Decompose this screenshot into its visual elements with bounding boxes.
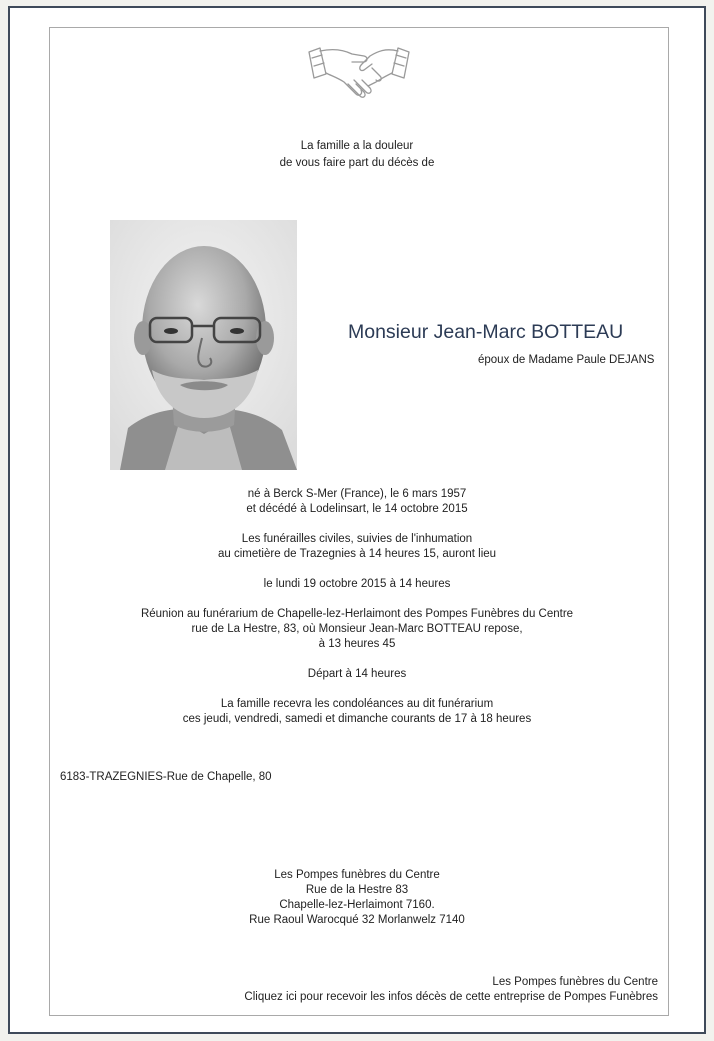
- funeral-home-name: Les Pompes funèbres du Centre: [274, 869, 440, 881]
- deceased-name: Monsieur Jean-Marc BOTTEAU: [348, 321, 624, 343]
- footer-funeral-home: Les Pompes funèbres du Centre: [492, 976, 658, 988]
- funeral-home-street: Rue de la Hestre 83: [305, 884, 409, 896]
- funeral-line-1: Les funérailles civiles, suivies de l'inhumation: [241, 533, 473, 545]
- deceased-spouse: époux de Madame Paule DEJANS: [478, 354, 655, 366]
- intro-line-2: de vous faire part du décès de: [279, 157, 435, 169]
- intro-line-1: La famille a la douleur: [300, 140, 414, 152]
- subscribe-link[interactable]: Cliquez ici pour recevoir les infos décès de cette entreprise de Pompes Funèbres: [244, 991, 658, 1003]
- meeting-line-2: rue de La Hestre, 83, où Monsieur Jean-Marc BOTTEAU repose,: [191, 623, 523, 635]
- home-address: 6183-TRAZEGNIES-Rue de Chapelle, 80: [60, 771, 272, 783]
- funeral-home-city: Chapelle-lez-Herlaimont 7160.: [279, 899, 435, 911]
- footer: [244, 975, 658, 1005]
- handshake-icon: [306, 38, 412, 102]
- meeting-line-3: à 13 heures 45: [318, 638, 396, 650]
- meeting-line-1: Réunion au funérarium de Chapelle-lez-Herlaimont des Pompes Funèbres du Centre: [140, 608, 574, 620]
- birth-line: né à Berck S-Mer (France), le 6 mars 1957: [247, 488, 467, 500]
- death-line: et décédé à Lodelinsart, le 14 octobre 2015: [246, 503, 468, 515]
- portrait-image: [110, 220, 297, 470]
- condolences-line-2: ces jeudi, vendredi, samedi et dimanche courants de 17 à 18 heures: [182, 713, 532, 725]
- departure-line: Départ à 14 heures: [307, 668, 407, 680]
- funeral-home-second-address: Rue Raoul Warocqué 32 Morlanwelz 7140: [249, 914, 465, 926]
- portrait-photo: [110, 220, 297, 470]
- funeral-line-2: au cimetière de Trazegnies à 14 heures 15, auront lieu: [217, 548, 497, 560]
- funeral-date: le lundi 19 octobre 2015 à 14 heures: [263, 578, 451, 590]
- condolences-line-1: La famille recevra les condoléances au dit funérarium: [220, 698, 494, 710]
